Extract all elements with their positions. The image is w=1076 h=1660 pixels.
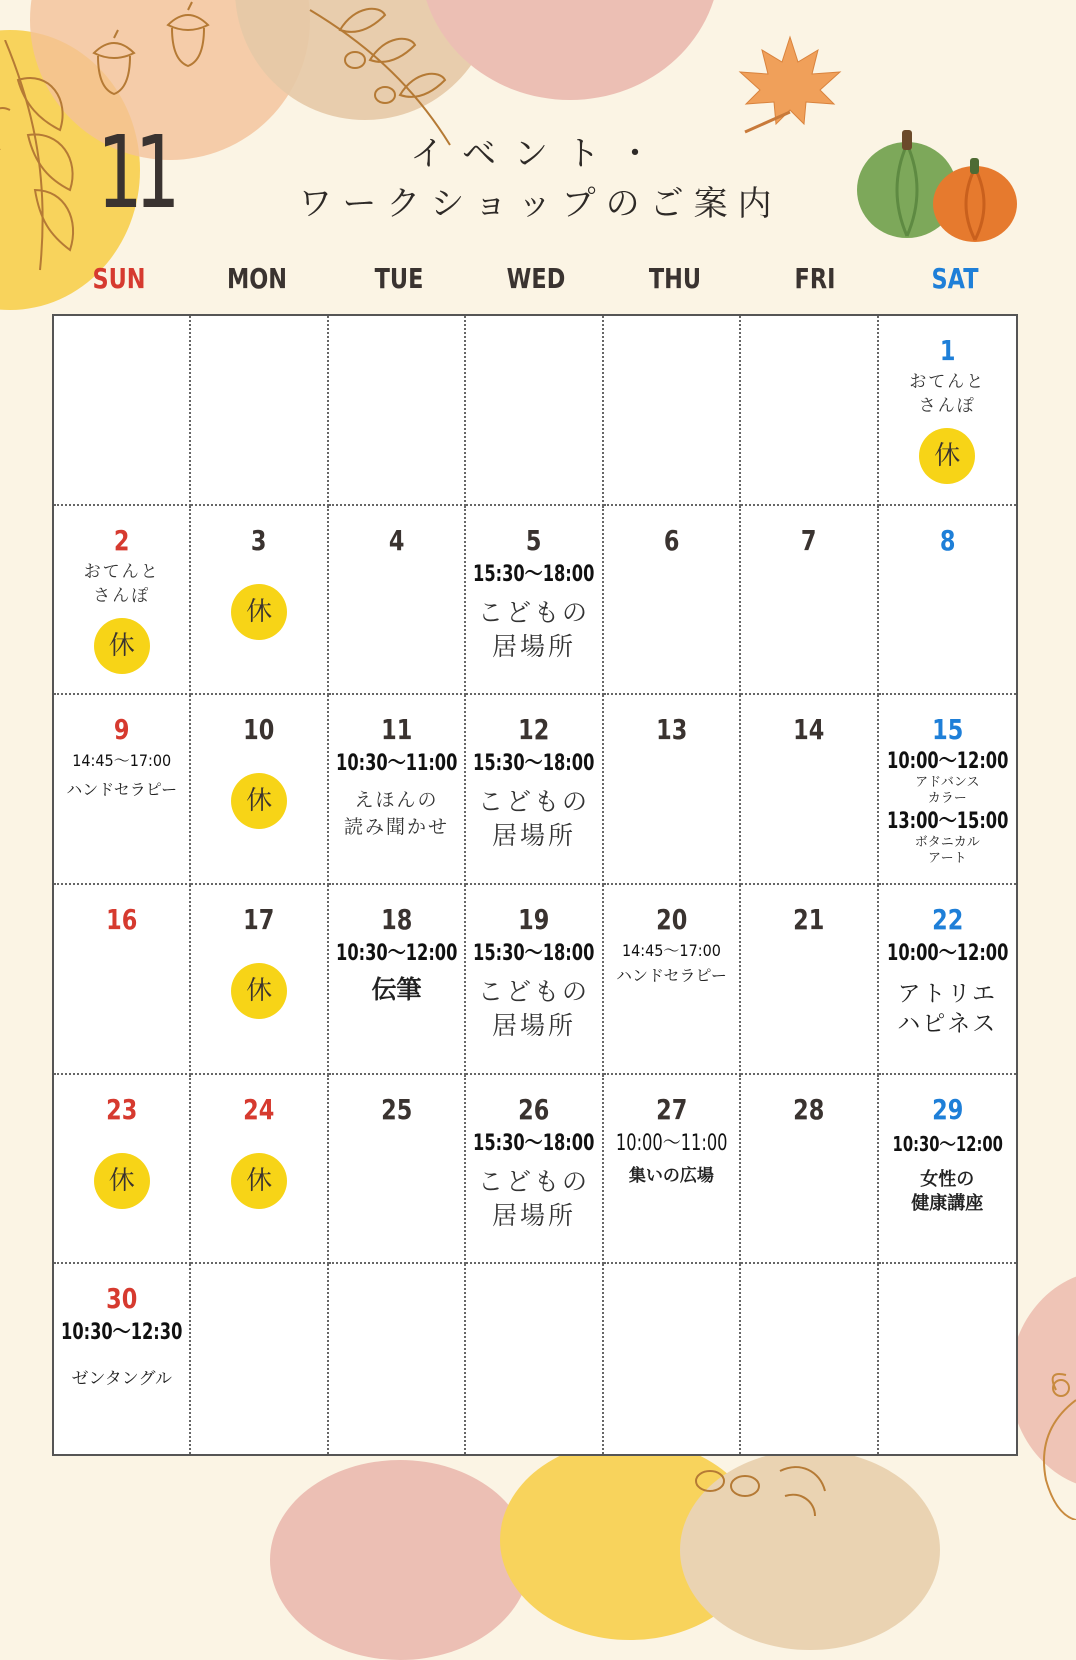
day-number: 13 — [655, 713, 688, 747]
acorn-icon — [84, 28, 144, 98]
event-time: 10:30〜12:30 — [61, 1320, 183, 1346]
calendar-cell-day-20 — [604, 885, 741, 1075]
holiday-badge: 休 — [231, 773, 287, 829]
event-time: 10:00〜12:00 — [886, 941, 1008, 966]
background-blob-pink-bottom — [270, 1460, 530, 1660]
calendar-cell-day-10 — [191, 695, 328, 885]
event-time: 15:30〜18:00 — [473, 941, 595, 966]
event-title: こどもの — [477, 597, 590, 627]
event-title: 居場所 — [491, 821, 576, 851]
calendar-cell-day-22 — [879, 885, 1016, 1075]
event-title: こどもの — [477, 1166, 590, 1196]
day-number: 8 — [939, 523, 956, 557]
weekday-tue: TUE — [374, 262, 424, 295]
month-number: 11 — [96, 114, 172, 231]
day-number: 1 — [939, 334, 956, 367]
day-number: 21 — [793, 903, 825, 936]
calendar-cell-day-9 — [54, 695, 191, 885]
event-time: 10:00〜12:00 — [886, 749, 1008, 775]
calendar-cell-day-16 — [54, 885, 191, 1075]
calendar-cell-day-13 — [604, 695, 741, 885]
weekday-sun: SUN — [92, 262, 146, 295]
event-time: 10:30〜12:00 — [335, 941, 458, 966]
calendar-cell-empty — [466, 1264, 603, 1454]
calendar-cell-day-12 — [466, 695, 603, 885]
holiday-badge: 休 — [94, 1153, 150, 1209]
calendar-cell-day-15 — [879, 695, 1016, 885]
calendar-cell-day-11 — [329, 695, 466, 885]
event-title: 居場所 — [491, 1011, 576, 1040]
event-title: 読み聞かせ — [344, 816, 450, 839]
day-number: 25 — [380, 1092, 413, 1126]
event-time: 10:00〜11:00 — [615, 1130, 728, 1156]
day-number: 23 — [106, 1092, 138, 1126]
day-number: 14 — [793, 713, 825, 747]
event-title: アドバンス — [915, 775, 980, 791]
event-title: こどもの — [477, 787, 590, 817]
calendar-cell-day-18 — [329, 885, 466, 1075]
day-number: 4 — [388, 523, 405, 557]
calendar-cell-empty — [329, 1264, 466, 1454]
day-number: 7 — [801, 523, 817, 557]
day-number: 2 — [113, 523, 130, 557]
leaf-branch-icon — [690, 1461, 830, 1521]
calendar-cell-empty — [191, 1264, 328, 1454]
calendar-cell-empty — [329, 316, 466, 506]
day-number: 27 — [655, 1092, 688, 1126]
event-title: アトリエ — [897, 981, 998, 1007]
event-time: 10:30〜12:00 — [892, 1131, 1003, 1156]
event-title: 集いの広場 — [628, 1165, 714, 1186]
event-time: 15:30〜18:00 — [473, 751, 595, 777]
day-number: 9 — [113, 713, 130, 747]
holiday-badge: 休 — [231, 1153, 287, 1209]
page-title-line2: ワークショップのご案内 — [298, 184, 782, 224]
event-title: こどもの — [477, 977, 590, 1006]
day-number: 20 — [655, 903, 688, 936]
day-number: 28 — [793, 1092, 825, 1126]
calendar-cell-empty — [604, 1264, 741, 1454]
calendar-cell-empty — [741, 316, 878, 506]
calendar-cell-empty — [54, 316, 191, 506]
day-number: 10 — [243, 713, 275, 747]
event-time: 15:30〜18:00 — [473, 1130, 595, 1156]
weekday-sat: SAT — [931, 262, 979, 295]
calendar-cell-day-14 — [741, 695, 878, 885]
day-number: 16 — [106, 903, 138, 936]
event-title: おてんと — [909, 372, 986, 392]
weekday-mon: MON — [226, 262, 288, 295]
day-number: 22 — [931, 903, 963, 936]
event-title: ボタニカル — [914, 835, 980, 851]
calendar-cell-day-17 — [191, 885, 328, 1075]
weekday-fri: FRI — [794, 262, 836, 295]
event-title: さんぽ — [93, 585, 151, 606]
calendar-cell-day-7 — [741, 506, 878, 696]
calendar-cell-empty — [604, 316, 741, 506]
day-number: 17 — [243, 903, 275, 936]
day-number: 3 — [251, 523, 267, 557]
day-number: 5 — [526, 523, 542, 557]
day-number: 15 — [931, 713, 963, 747]
calendar-cell-empty — [741, 1264, 878, 1454]
acorn-icon — [158, 0, 218, 70]
day-number: 12 — [518, 713, 550, 747]
weekday-thu: THU — [648, 262, 702, 295]
weekday-wed: WED — [506, 262, 566, 295]
event-time: 14:45〜17:00 — [72, 751, 172, 771]
calendar-cell-day-2 — [54, 506, 191, 696]
calendar-cell-day-8 — [879, 506, 1016, 696]
calendar-cell-day-30 — [54, 1264, 191, 1454]
calendar-cell-day-28 — [741, 1075, 878, 1265]
calendar-cell-empty — [879, 1264, 1016, 1454]
calendar-cell-day-3 — [191, 506, 328, 696]
calendar-cell-day-27 — [604, 1075, 741, 1265]
day-number: 30 — [106, 1282, 138, 1316]
page-title-line1: イベント・ — [410, 134, 670, 174]
event-time: 14:45〜17:00 — [621, 941, 721, 960]
event-time: 13:00〜15:00 — [886, 809, 1008, 835]
calendar-cell-day-25 — [329, 1075, 466, 1265]
calendar-cell-day-23 — [54, 1075, 191, 1265]
calendar-cell-day-29 — [879, 1075, 1016, 1265]
calendar-cell-empty — [466, 316, 603, 506]
event-time: 15:30〜18:00 — [473, 561, 595, 587]
event-title: アート — [927, 851, 967, 867]
calendar-cell-day-5 — [466, 506, 603, 696]
day-number: 11 — [380, 713, 413, 747]
event-title: 居場所 — [491, 631, 576, 661]
holiday-badge: 休 — [231, 584, 287, 640]
event-title: さんぽ — [918, 396, 976, 416]
calendar-cell-day-26 — [466, 1075, 603, 1265]
day-number: 29 — [931, 1092, 963, 1126]
event-title: ゼンタングル — [71, 1369, 172, 1390]
calendar-cell-day-19 — [466, 885, 603, 1075]
calendar-cell-empty — [191, 316, 328, 506]
holiday-badge: 休 — [919, 428, 975, 484]
pumpkin-icon — [1016, 1370, 1076, 1520]
calendar-grid — [52, 314, 1018, 1456]
event-title: ハンドセラピー — [615, 966, 727, 985]
event-time: 10:30〜11:00 — [335, 751, 458, 777]
calendar-cell-day-24 — [191, 1075, 328, 1265]
day-number: 6 — [663, 523, 680, 557]
event-title: おてんと — [83, 561, 160, 582]
event-title: 女性の — [920, 1168, 975, 1190]
holiday-badge: 休 — [94, 618, 150, 674]
calendar-cell-day-1 — [879, 316, 1016, 506]
event-title: ハピネス — [897, 1011, 998, 1037]
pumpkin-icon — [852, 128, 1022, 248]
day-number: 26 — [518, 1092, 550, 1126]
event-title: 伝筆 — [371, 975, 422, 1004]
day-number: 18 — [380, 903, 413, 936]
event-title: 健康講座 — [911, 1192, 984, 1214]
calendar-cell-day-4 — [329, 506, 466, 696]
calendar-cell-day-21 — [741, 885, 878, 1075]
event-title: えほんの — [354, 789, 439, 812]
holiday-badge: 休 — [231, 963, 287, 1019]
day-number: 24 — [243, 1092, 275, 1126]
event-title: 居場所 — [491, 1200, 576, 1230]
calendar-cell-day-6 — [604, 506, 741, 696]
day-number: 19 — [518, 903, 550, 936]
event-title: カラー — [927, 791, 967, 807]
event-title: ハンドセラピー — [66, 780, 178, 800]
